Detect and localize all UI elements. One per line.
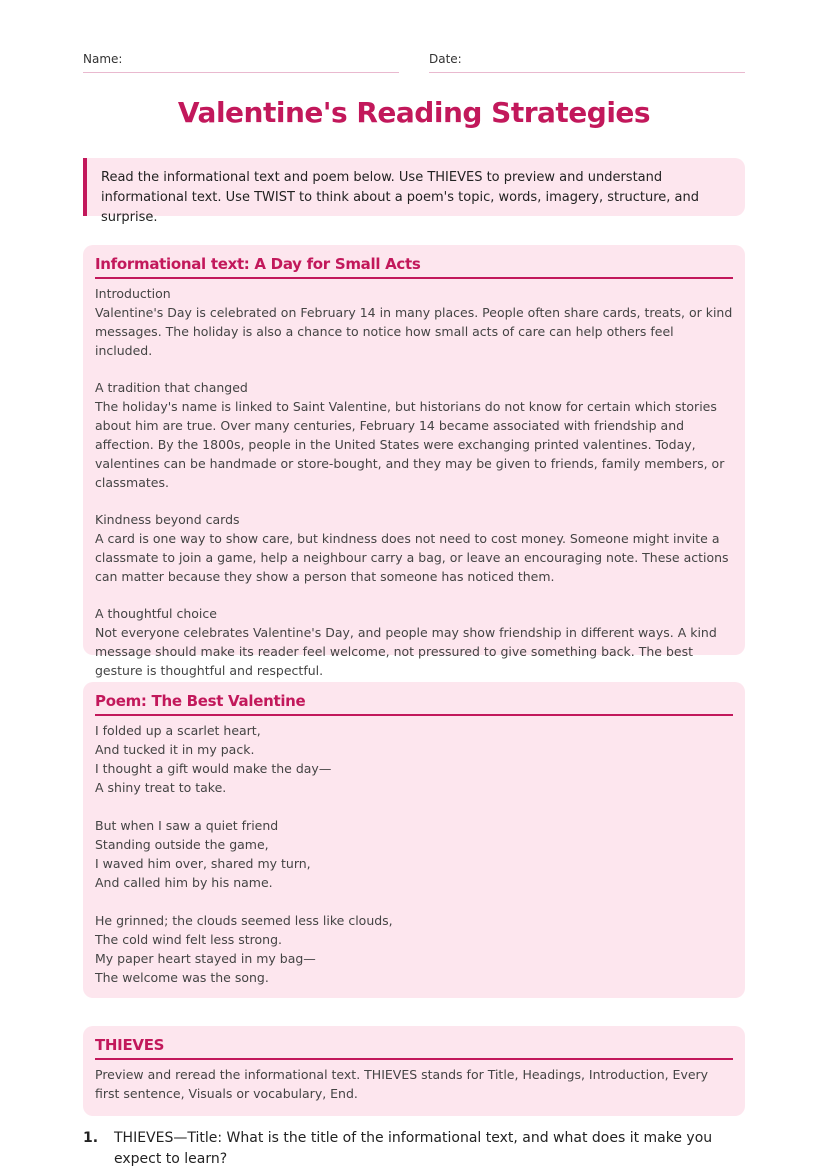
date-field[interactable] [429, 52, 745, 73]
page-title: Valentine's Reading Strategies [177, 96, 651, 129]
poem-body [95, 721, 733, 987]
section-kindness [95, 510, 733, 586]
poem-stanza [95, 816, 733, 892]
section-heading: A thoughtful choice [95, 606, 217, 621]
section-text: Valentine's Day is celebrated on February 14 in many places. People often share cards, treats, or kind messages. The holiday is also a chance to notice how small acts of care can help others feel included. [95, 305, 733, 358]
name-field[interactable] [83, 52, 399, 73]
poem-line: A shiny treat to take. [95, 780, 227, 795]
question-text: THIEVES—Title: What is the title of the informational text, and what does it make you expect to learn? [114, 1130, 713, 1167]
thieves-text: Preview and reread the informational text. THIEVES stands for Title, Headings, Introduction, Every first sentence, Visuals or vocabulary, End. [95, 1067, 709, 1101]
poem-line: I thought a gift would make the day— [95, 761, 332, 776]
poem-line: The welcome was the song. [95, 970, 269, 985]
instructions-box: Read the informational text and poem below. Use THIEVES to preview and understand informational text. Use TWIST to think about a poem's topic, words, imagery, structure, and surprise. [83, 158, 745, 216]
section-tradition [95, 378, 733, 492]
informational-text-card [83, 245, 745, 678]
section-choice [95, 604, 733, 680]
section-text: The holiday's name is linked to Saint Valentine, but historians do not know for certain which stories about him are true. Over many centuries, February 14 became associated with friendship and affection. By the 1800s, people in the United States were exchanging printed valentines. Today, valentines can be handmade or store-bought, and they may be given to friends, family members, or classmates. [95, 399, 725, 490]
thieves-card [83, 1026, 745, 1116]
informational-text-title: Informational text: A Day for Small Acts [95, 255, 733, 279]
section-text: A card is one way to show care, but kindness does not need to cost money. Someone might invite a classmate to join a game, help a neighbour carry a bag, or leave an encouraging note. These actions can matter because they show a person that someone has noticed them. [95, 531, 729, 584]
poem-card [83, 682, 745, 998]
poem-stanza [95, 721, 733, 797]
poem-stanza [95, 911, 733, 987]
poem-line: I waved him over, shared my turn, [95, 856, 311, 871]
name-label: Name: [83, 52, 123, 66]
section-introduction [95, 284, 733, 360]
poem-line: And called him by his name. [95, 875, 273, 890]
section-heading: Kindness beyond cards [95, 512, 240, 527]
poem-title: Poem: The Best Valentine [95, 692, 733, 716]
question-number: 1. [83, 1130, 99, 1146]
section-text: Not everyone celebrates Valentine's Day, and people may show friendship in different ways. A kind message should make its reader feel welcome, not pressured to give something back. The best gesture is thoughtful and respectful. [95, 625, 717, 678]
informational-text-body [95, 284, 733, 680]
name-date-row [83, 52, 745, 74]
section-heading: Introduction [95, 286, 171, 301]
question-item [83, 1128, 745, 1170]
poem-line: But when I saw a quiet friend [95, 818, 279, 833]
poem-line: The cold wind felt less strong. [95, 932, 283, 947]
date-label: Date: [429, 52, 462, 66]
poem-line: Standing outside the game, [95, 837, 269, 852]
poem-line: My paper heart stayed in my bag— [95, 951, 316, 966]
thieves-title: THIEVES [95, 1036, 733, 1060]
poem-line: He grinned; the clouds seemed less like clouds, [95, 913, 393, 928]
poem-line: I folded up a scarlet heart, [95, 723, 261, 738]
poem-line: And tucked it in my pack. [95, 742, 255, 757]
section-heading: A tradition that changed [95, 380, 248, 395]
